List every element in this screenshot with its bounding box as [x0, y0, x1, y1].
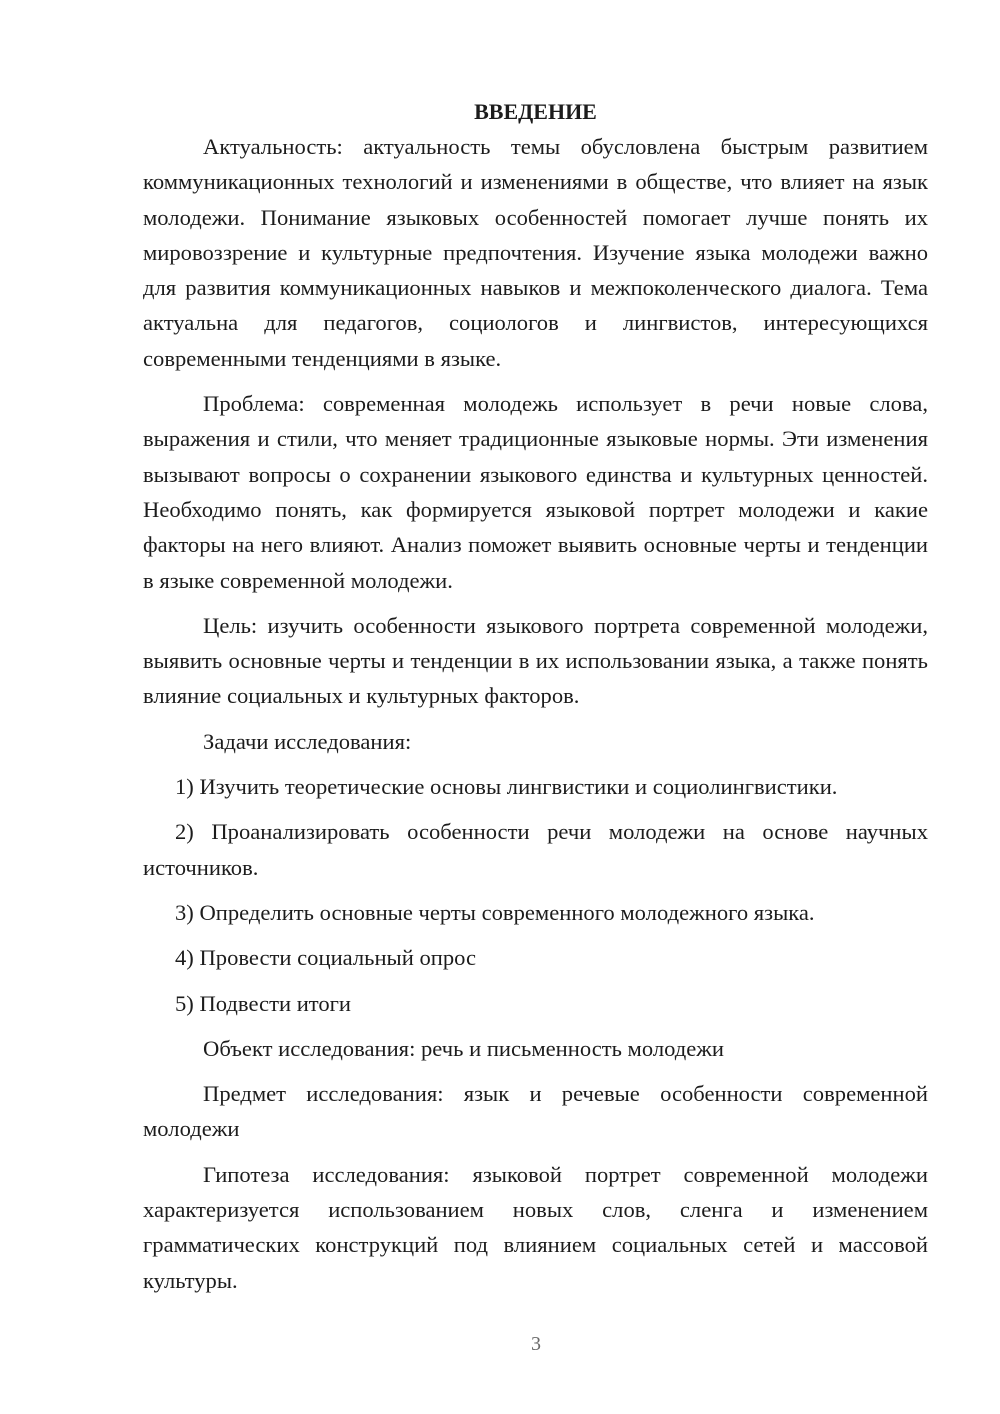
relevance-paragraph: Актуальность: актуальность темы обусловлена быстрым развитием коммуникационных технологий и изменениями в обществе, что влияет на язык молодежи. Понимание языковых особенностей помогает лучше понять их мировоззрение и культурные предпочтения. Изучение языка молодежи важно для развития коммуникационных навыков и межпоколенческого диалога. Тема актуальна для педагогов, социологов и лингвистов, интересующихся современными тенденциями в языке.	[143, 134, 928, 371]
task-item: 5) Подвести итоги	[175, 990, 352, 1016]
task-item: 2) Проанализировать особенности речи молодежи на основе научных источников.	[143, 819, 928, 880]
goal-paragraph: Цель: изучить особенности языкового портрета современной молодежи, выявить основные черты и тенденции в их использовании языка, а также понять влияние социальных и культурных факторов.	[143, 612, 928, 709]
problem-paragraph: Проблема: современная молодежь использует в речи новые слова, выражения и стили, что меняет традиционные языковые нормы. Эти изменения вызывают вопросы о сохранении языкового единства и культурных ценностей. Необходимо понять, как формируется языковой портрет молодежи и какие факторы на него влияют. Анализ поможет выявить основные черты и тенденции в языке современной молодежи.	[143, 391, 928, 593]
page-title: ВВЕДЕНИЕ	[474, 99, 597, 124]
hypothesis-paragraph: Гипотеза исследования: языковой портрет современной молодежи характеризуется использованием новых слов, сленга и изменением грамматических конструкций под влиянием социальных сетей и массовой культуры.	[143, 1161, 928, 1293]
page-number: 3	[531, 1333, 541, 1355]
tasks-heading: Задачи исследования:	[203, 728, 412, 754]
task-item: 3) Определить основные черты современного молодежного языка.	[175, 899, 815, 925]
subject-paragraph: Предмет исследования: язык и речевые особенности современной молодежи	[143, 1081, 928, 1142]
task-item: 1) Изучить теоретические основы лингвистики и социолингвистики.	[175, 774, 838, 800]
task-item: 4) Провести социальный опрос	[175, 945, 477, 971]
object-paragraph: Объект исследования: речь и письменность молодежи	[203, 1035, 725, 1061]
document-page	[143, 95, 928, 1308]
